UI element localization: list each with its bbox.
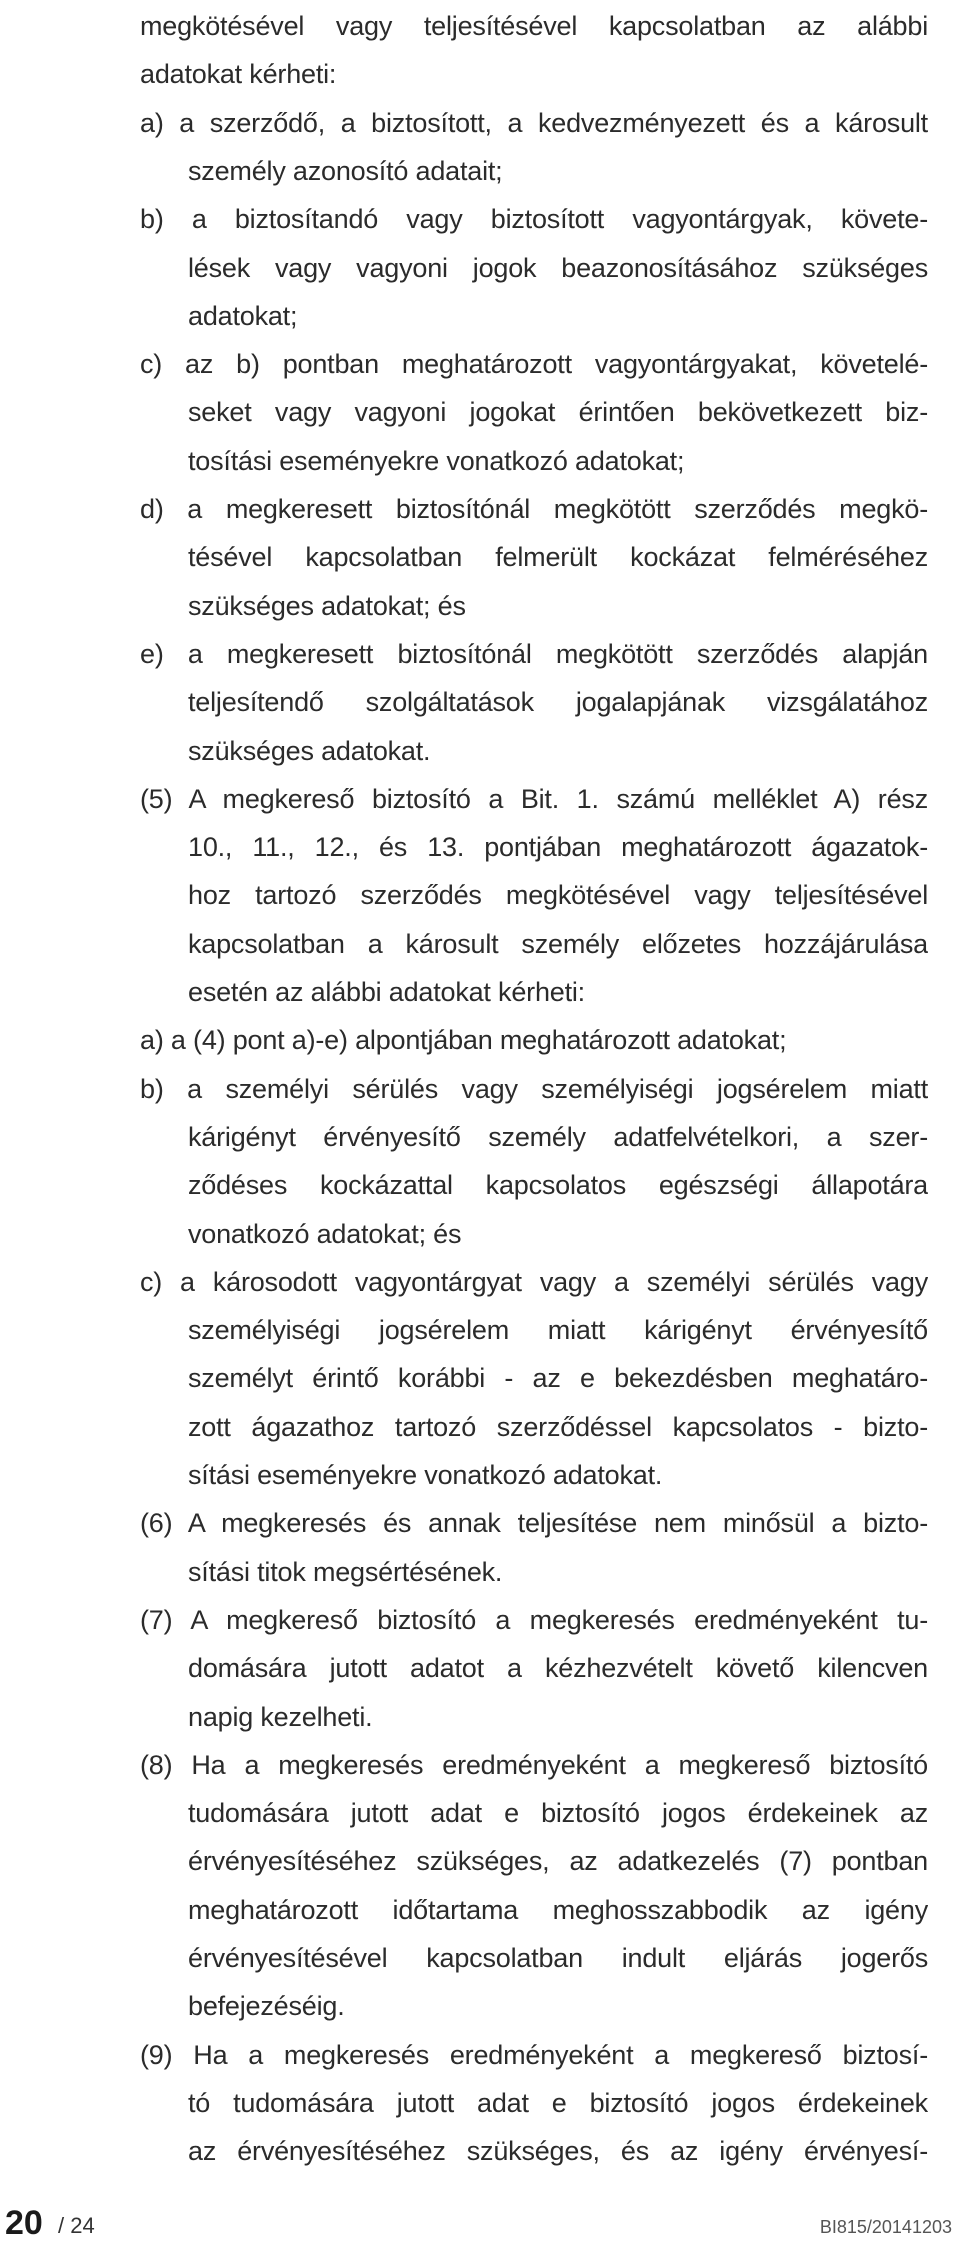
- text-line: e) a megkeresett biztosítónál megkötött szerződés alapján: [140, 638, 928, 669]
- text-line: érvényesítésével kapcsolatban indult eljárás jogerős: [188, 1943, 928, 1973]
- text-line: személyiségi jogsérelem miatt kárigényt érvényesítő: [188, 1315, 928, 1346]
- page-number-total: / 24: [58, 2213, 95, 2238]
- text-line: lések vagy vagyoni jogok beazonosításához szükséges: [188, 252, 928, 283]
- text-line: megkötésével vagy teljesítésével kapcsolatban az alábbi: [140, 11, 928, 41]
- text-line: zott ágazathoz tartozó szerződéssel kapcsolatos - bizto-: [188, 1411, 928, 1442]
- text-line: adatokat kérheti:: [140, 59, 337, 90]
- text-line: szükséges adatokat.: [188, 735, 431, 766]
- text-line: az érvényesítéséhez szükséges, és az igény érvényesí-: [188, 2136, 928, 2167]
- text-line: b) a személyi sérülés vagy személyiségi jogsérelem miatt: [140, 1073, 928, 1104]
- text-line: (8) Ha a megkeresés eredményeként a megkereső biztosító: [140, 1749, 928, 1780]
- text-line: személyt érintő korábbi - az e bekezdésben meghatáro-: [188, 1363, 928, 1394]
- text-line: c) a károsodott vagyontárgyat vagy a személyi sérülés vagy: [140, 1266, 928, 1297]
- text-line: b) a biztosítandó vagy biztosított vagyontárgyak, követe-: [140, 204, 928, 235]
- text-line: meghatározott időtartama meghosszabbodik az igény: [188, 1894, 928, 1925]
- text-line: érvényesítéséhez szükséges, az adatkezelés (7) pontban: [188, 1846, 928, 1877]
- text-line: kárigényt érvényesítő személy adatfelvételkori, a szer-: [188, 1121, 928, 1152]
- text-line: (6) A megkeresés és annak teljesítése nem minősül a bizto-: [140, 1508, 928, 1539]
- text-line: sítási eseményekre vonatkozó adatokat.: [188, 1460, 663, 1490]
- text-line: teljesítendő szolgáltatások jogalapjának vizsgálatához: [188, 687, 928, 718]
- text-line: 10., 11., 12., és 13. pontjában meghatározott ágazatok-: [188, 832, 928, 863]
- text-line: sítási titok megsértésének.: [188, 1556, 503, 1587]
- document-code: BI815/20141203: [819, 2217, 952, 2237]
- text-line: kapcsolatban a károsult személy előzetes hozzájárulása: [188, 928, 928, 959]
- text-line: seket vagy vagyoni jogokat érintően bekövetkezett biz-: [188, 397, 928, 428]
- text-line: (7) A megkereső biztosító a megkeresés eredményeként tu-: [140, 1604, 928, 1635]
- text-line: tosítási eseményekre vonatkozó adatokat;: [188, 445, 685, 476]
- text-line: szükséges adatokat; és: [188, 590, 466, 621]
- text-line: domására jutott adatot a kézhezvételt követő kilencven: [188, 1653, 928, 1684]
- text-line: (9) Ha a megkeresés eredményeként a megkereső biztosí-: [140, 2039, 928, 2070]
- text-line: befejezéséig.: [188, 1991, 345, 2022]
- text-line: hoz tartozó szerződés megkötésével vagy teljesítésével: [188, 880, 928, 911]
- page-number-current: 20: [5, 2204, 43, 2242]
- text-line: a) a (4) pont a)-e) alpontjában meghatározott adatokat;: [140, 1025, 787, 1056]
- text-line: tésével kapcsolatban felmerült kockázat felméréséhez: [188, 542, 928, 573]
- text-line: napig kezelheti.: [188, 1701, 373, 1732]
- text-line: c) az b) pontban meghatározott vagyontárgyakat, követelé-: [140, 349, 928, 380]
- text-line: személy azonosító adatait;: [188, 155, 503, 186]
- text-line: adatokat;: [188, 300, 298, 331]
- text-line: a) a szerződő, a biztosított, a kedvezményezett és a károsult: [140, 107, 928, 138]
- text-line: vonatkozó adatokat; és: [188, 1218, 462, 1249]
- text-line: d) a megkeresett biztosítónál megkötött szerződés megkö-: [140, 494, 928, 524]
- text-line: tudomására jutott adat e biztosító jogos érdekeinek az: [188, 1798, 928, 1829]
- text-line: tó tudomására jutott adat e biztosító jogos érdekeinek: [188, 2087, 928, 2118]
- page-footer: [0, 2200, 960, 2258]
- text-line: esetén az alábbi adatokat kérheti:: [188, 977, 585, 1007]
- text-line: (5) A megkereső biztosító a Bit. 1. számú melléklet A) rész: [140, 783, 928, 814]
- text-line: ződéses kockázattal kapcsolatos egészségi állapotára: [188, 1170, 928, 1201]
